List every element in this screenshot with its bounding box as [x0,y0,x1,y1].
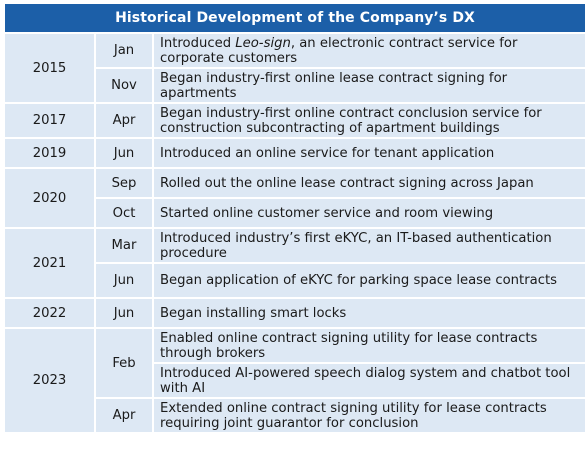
table-row [4,228,586,263]
description-cell: Rolled out the online lease contract signing across Japan [153,168,586,198]
month-cell: Jun [95,138,153,168]
month-cell: Sep [95,168,153,198]
year-cell: 2019 [4,138,95,168]
month-cell: Jun [95,263,153,298]
description-cell: Started online customer service and room viewing [153,198,586,228]
description-cell: Began installing smart locks [153,298,586,328]
product-name: Leo-sign [235,35,291,51]
month-cell: Jan [95,33,153,68]
month-cell: Oct [95,198,153,228]
description-cell: Extended online contract signing utility for lease contracts requiring joint guarantor for conclusion [153,398,586,433]
table-title: Historical Development of the Company’s DX [4,3,586,33]
description-cell: Introduced AI-powered speech dialog system and chatbot tool with AI [153,363,586,398]
month-cell: Nov [95,68,153,103]
description-cell: Introduced an online service for tenant application [153,138,586,168]
description-text-suffix: , an electronic contract service for corporate customers [160,35,518,66]
month-cell: Mar [95,228,153,263]
table-row [4,138,586,168]
description-cell: Introduced industry’s first eKYC, an IT-based authentication procedure [153,228,586,263]
month-cell: Apr [95,398,153,433]
year-cell: 2023 [4,328,95,433]
description-cell: Began application of eKYC for parking space lease contracts [153,263,586,298]
description-cell: Enabled online contract signing utility for lease contracts through brokers [153,328,586,363]
description-cell: Began industry-first online lease contract signing for apartments [153,68,586,103]
month-cell: Jun [95,298,153,328]
dx-history-table [3,2,587,434]
table-row [4,33,586,68]
month-cell: Feb [95,328,153,398]
table-row [4,328,586,363]
table-row [4,103,586,138]
description-cell: Began industry-first online contract conclusion service for construction subcontracting of apartment buildings [153,103,586,138]
year-cell: 2022 [4,298,95,328]
table-row [4,298,586,328]
year-cell: 2015 [4,33,95,103]
year-cell: 2020 [4,168,95,228]
year-cell: 2021 [4,228,95,298]
month-cell: Apr [95,103,153,138]
description-cell [153,33,586,68]
description-text-prefix: Introduced [160,35,236,51]
year-cell: 2017 [4,103,95,138]
table-row [4,168,586,198]
